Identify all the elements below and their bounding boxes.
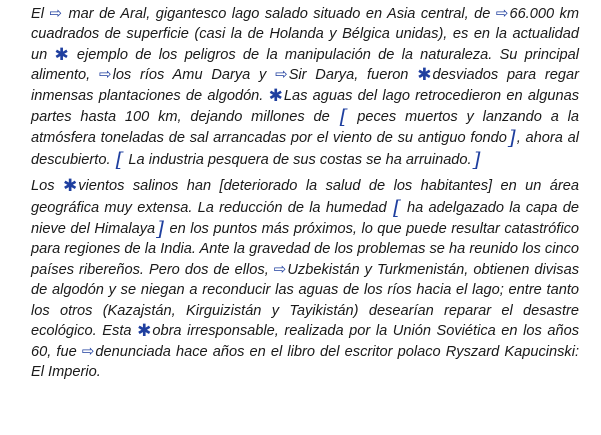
star-icon: ✱ [137,321,152,341]
star-icon: ✱ [268,85,283,105]
close-bracket-icon: ] [156,216,164,241]
star-icon: ✱ [62,176,78,196]
star-icon: ✱ [417,65,432,85]
text-run: , ahora al descubierto. [31,130,579,168]
open-bracket-icon: [ [392,194,401,219]
text-run: Los [31,178,63,195]
text-run: desviados para regar inmensas plantaciones de algodón. [31,67,579,104]
text-run: vientos salinos han [deteriorado la salud de los habitantes] en un área geográfica muy extensa. La reducción de la humedad [31,178,579,216]
text-run: ha adelgazado la capa de nieve del Himalaya [31,199,579,238]
close-bracket-icon: ] [507,125,516,150]
paragraph-1 [31,4,579,170]
open-bracket-icon: [ [339,104,348,129]
text-run: mar de Aral, gigantesco lago salado situado en Asia central, de [63,6,496,22]
text-run: denunciada hace años en el libro del escritor polaco Ryszard Kapucinski: El Imperio. [31,343,580,380]
text-run: La industria pesquera de sus costas se ha arruinado. [124,151,472,168]
arrow-icon: ⇨ [275,66,288,84]
arrow-icon: ⇨ [49,5,63,22]
text-run: ejemplo de los peligros de la manipulación de la naturaleza. Su principal alimento, [31,46,579,84]
arrow-icon: ⇨ [273,260,287,278]
text-run: 66.000 km cuadrados de superficie (casi la de Holanda y Bélgica unidas), es en la actualidad un [31,6,580,63]
text-run: Sir Darya, fueron [288,67,418,84]
close-bracket-icon: ] [472,146,481,171]
arrow-icon: ⇨ [495,5,509,22]
text-run: Las aguas del lago retrocedieron en algunas partes hasta 100 km, dejando millones de [31,87,580,126]
open-bracket-icon: [ [115,146,124,171]
text-run: en los puntos más próximos, lo que puede resultar catastrófico para regiones de la India. Ante la gravedad de los problemas se ha reunido los cinco países ribereños. Pero dos de ellos, [31,221,579,278]
text-run: los ríos Amu Darya y [112,67,276,84]
text-run: obra irresponsable, realizada por la Unión Soviética en los años 60, fue [31,323,580,360]
paragraph-2 [31,176,579,382]
arrow-icon: ⇨ [81,342,95,360]
text-run: peces muertos y lanzando a la atmósfera toneladas de sal arrancadas por el viento de su antiguo fondo [31,109,580,147]
text-run: El [31,6,50,22]
document-page [31,4,579,382]
arrow-icon: ⇨ [99,66,112,84]
star-icon: ✱ [54,44,69,64]
text-run: Uzbekistán y Turkmenistán, obtienen divisas de algodón y se niegan a reconducir las aguas de los ríos hacia el lago; entre tanto los otros (Kazajstán, Kirguizistán y Tayikistán) desearían reparar el desastre ecológico. Esta [31,261,579,340]
